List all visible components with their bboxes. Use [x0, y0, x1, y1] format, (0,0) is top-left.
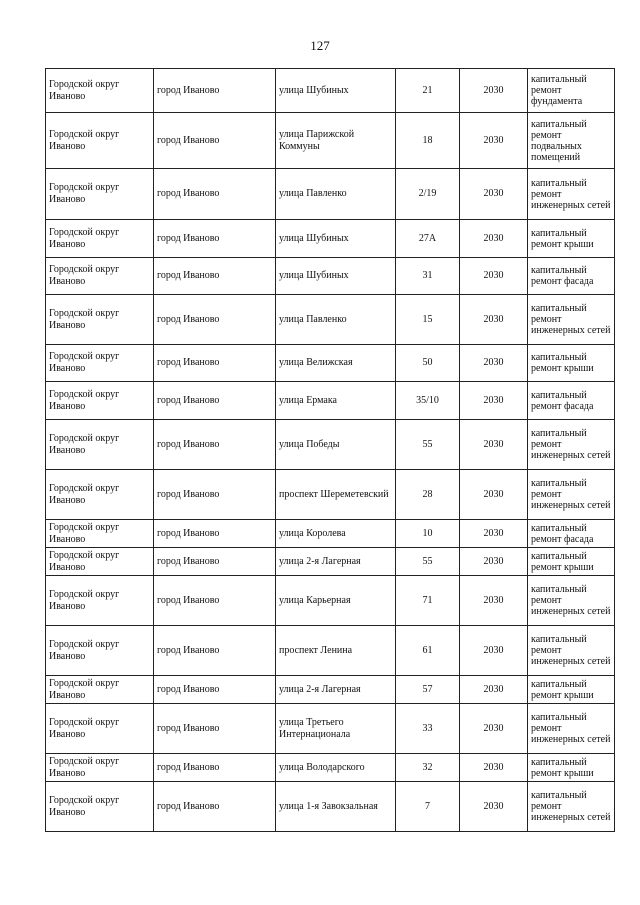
district-cell: Городской округ Иваново	[46, 220, 154, 258]
year-cell: 2030	[460, 782, 528, 832]
street-cell: улица Карьерная	[276, 576, 396, 626]
year-cell: 2030	[460, 576, 528, 626]
district-cell: Городской округ Иваново	[46, 345, 154, 382]
city-cell: город Иваново	[154, 295, 276, 345]
house-number-cell: 35/10	[396, 382, 460, 420]
district-cell: Городской округ Иваново	[46, 69, 154, 113]
year-cell: 2030	[460, 258, 528, 295]
district-cell: Городской округ Иваново	[46, 754, 154, 782]
street-cell: улица Победы	[276, 420, 396, 470]
year-cell: 2030	[460, 470, 528, 520]
city-cell: город Иваново	[154, 258, 276, 295]
work-type-cell: капитальный ремонт инженерных сетей	[528, 704, 615, 754]
street-cell: улица Володарского	[276, 754, 396, 782]
table-row	[46, 295, 615, 345]
district-cell: Городской округ Иваново	[46, 782, 154, 832]
table-row	[46, 169, 615, 220]
year-cell: 2030	[460, 548, 528, 576]
table-row	[46, 220, 615, 258]
street-cell: улица Третьего Интернационала	[276, 704, 396, 754]
city-cell: город Иваново	[154, 420, 276, 470]
house-number-cell: 2/19	[396, 169, 460, 220]
house-number-cell: 27А	[396, 220, 460, 258]
year-cell: 2030	[460, 626, 528, 676]
house-number-cell: 50	[396, 345, 460, 382]
year-cell: 2030	[460, 69, 528, 113]
table-row	[46, 676, 615, 704]
year-cell: 2030	[460, 220, 528, 258]
city-cell: город Иваново	[154, 520, 276, 548]
street-cell: улица 1-я Завокзальная	[276, 782, 396, 832]
work-type-cell: капитальный ремонт инженерных сетей	[528, 576, 615, 626]
year-cell: 2030	[460, 704, 528, 754]
street-cell: улица 2-я Лагерная	[276, 548, 396, 576]
district-cell: Городской округ Иваново	[46, 295, 154, 345]
house-number-cell: 28	[396, 470, 460, 520]
table-row	[46, 470, 615, 520]
street-cell: улица Шубиных	[276, 69, 396, 113]
table-row	[46, 520, 615, 548]
house-number-cell: 15	[396, 295, 460, 345]
street-cell: проспект Шереметевский	[276, 470, 396, 520]
city-cell: город Иваново	[154, 782, 276, 832]
table-row	[46, 626, 615, 676]
city-cell: город Иваново	[154, 113, 276, 169]
year-cell: 2030	[460, 676, 528, 704]
street-cell: улица Королева	[276, 520, 396, 548]
table-row	[46, 69, 615, 113]
district-cell: Городской округ Иваново	[46, 258, 154, 295]
work-type-cell: капитальный ремонт крыши	[528, 548, 615, 576]
work-type-cell: капитальный ремонт фундамента	[528, 69, 615, 113]
year-cell: 2030	[460, 113, 528, 169]
district-cell: Городской округ Иваново	[46, 626, 154, 676]
city-cell: город Иваново	[154, 548, 276, 576]
repair-schedule-table	[45, 68, 615, 832]
year-cell: 2030	[460, 169, 528, 220]
house-number-cell: 71	[396, 576, 460, 626]
city-cell: город Иваново	[154, 470, 276, 520]
street-cell: проспект Ленина	[276, 626, 396, 676]
table-row	[46, 345, 615, 382]
district-cell: Городской округ Иваново	[46, 520, 154, 548]
work-type-cell: капитальный ремонт крыши	[528, 754, 615, 782]
work-type-cell: капитальный ремонт инженерных сетей	[528, 420, 615, 470]
house-number-cell: 57	[396, 676, 460, 704]
work-type-cell: капитальный ремонт фасада	[528, 520, 615, 548]
district-cell: Городской округ Иваново	[46, 113, 154, 169]
year-cell: 2030	[460, 520, 528, 548]
work-type-cell: капитальный ремонт инженерных сетей	[528, 169, 615, 220]
house-number-cell: 7	[396, 782, 460, 832]
table-row	[46, 548, 615, 576]
table-row	[46, 754, 615, 782]
work-type-cell: капитальный ремонт инженерных сетей	[528, 782, 615, 832]
work-type-cell: капитальный ремонт инженерных сетей	[528, 470, 615, 520]
table-row	[46, 420, 615, 470]
district-cell: Городской округ Иваново	[46, 704, 154, 754]
house-number-cell: 18	[396, 113, 460, 169]
house-number-cell: 61	[396, 626, 460, 676]
district-cell: Городской округ Иваново	[46, 548, 154, 576]
work-type-cell: капитальный ремонт крыши	[528, 345, 615, 382]
street-cell: улица Ермака	[276, 382, 396, 420]
house-number-cell: 32	[396, 754, 460, 782]
house-number-cell: 55	[396, 420, 460, 470]
street-cell: улица Шубиных	[276, 220, 396, 258]
work-type-cell: капитальный ремонт инженерных сетей	[528, 295, 615, 345]
work-type-cell: капитальный ремонт крыши	[528, 676, 615, 704]
house-number-cell: 21	[396, 69, 460, 113]
table-row	[46, 704, 615, 754]
house-number-cell: 55	[396, 548, 460, 576]
street-cell: улица Павленко	[276, 169, 396, 220]
city-cell: город Иваново	[154, 345, 276, 382]
district-cell: Городской округ Иваново	[46, 470, 154, 520]
year-cell: 2030	[460, 295, 528, 345]
district-cell: Городской округ Иваново	[46, 169, 154, 220]
work-type-cell: капитальный ремонт подвальных помещений	[528, 113, 615, 169]
street-cell: улица Велижская	[276, 345, 396, 382]
street-cell: улица 2-я Лагерная	[276, 676, 396, 704]
work-type-cell: капитальный ремонт крыши	[528, 220, 615, 258]
city-cell: город Иваново	[154, 169, 276, 220]
work-type-cell: капитальный ремонт инженерных сетей	[528, 626, 615, 676]
city-cell: город Иваново	[154, 69, 276, 113]
year-cell: 2030	[460, 345, 528, 382]
street-cell: улица Шубиных	[276, 258, 396, 295]
city-cell: город Иваново	[154, 676, 276, 704]
work-type-cell: капитальный ремонт фасада	[528, 382, 615, 420]
district-cell: Городской округ Иваново	[46, 420, 154, 470]
district-cell: Городской округ Иваново	[46, 382, 154, 420]
street-cell: улица Парижской Коммуны	[276, 113, 396, 169]
table-row	[46, 576, 615, 626]
work-type-cell: капитальный ремонт фасада	[528, 258, 615, 295]
year-cell: 2030	[460, 420, 528, 470]
table-row	[46, 782, 615, 832]
house-number-cell: 10	[396, 520, 460, 548]
table-row	[46, 113, 615, 169]
city-cell: город Иваново	[154, 704, 276, 754]
city-cell: город Иваново	[154, 220, 276, 258]
street-cell: улица Павленко	[276, 295, 396, 345]
year-cell: 2030	[460, 754, 528, 782]
city-cell: город Иваново	[154, 626, 276, 676]
district-cell: Городской округ Иваново	[46, 576, 154, 626]
city-cell: город Иваново	[154, 754, 276, 782]
city-cell: город Иваново	[154, 576, 276, 626]
year-cell: 2030	[460, 382, 528, 420]
city-cell: город Иваново	[154, 382, 276, 420]
district-cell: Городской округ Иваново	[46, 676, 154, 704]
house-number-cell: 31	[396, 258, 460, 295]
table-row	[46, 382, 615, 420]
page-number: 127	[310, 38, 330, 53]
house-number-cell: 33	[396, 704, 460, 754]
table-row	[46, 258, 615, 295]
